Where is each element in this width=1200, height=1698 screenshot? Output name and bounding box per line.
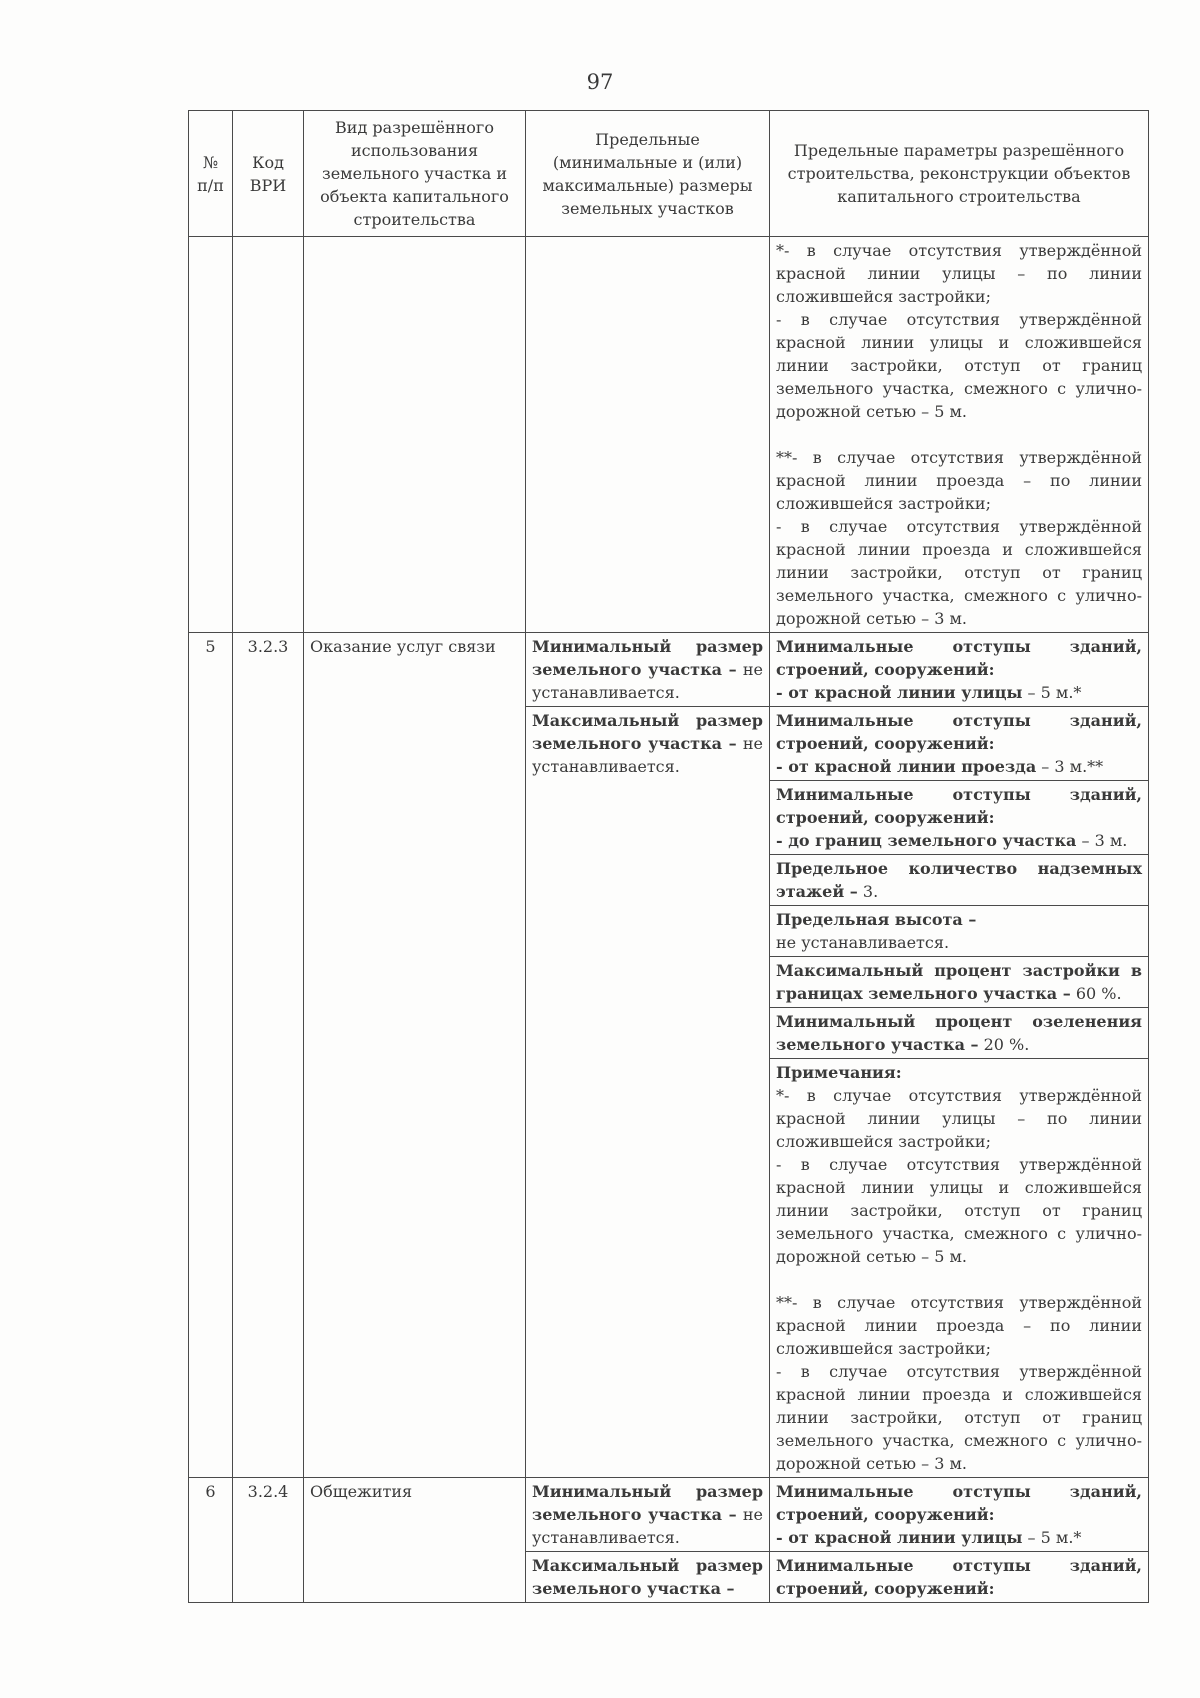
note-street-1: *- в случае отсутствия утверждённой красной линии улицы – по линии сложившейся застройки; xyxy=(776,241,1142,306)
row6-min-size-value: не устанавливается. xyxy=(532,1505,763,1547)
row5-setback-street-sub: - от красной линии улицы xyxy=(776,683,1023,702)
row5-note-street-2: - в случае отсутствия утверждённой красной линии улицы и сложившейся линии застройки, отступ от границ земельного участка, смежного с улично-дорожной сетью – 5 м. xyxy=(776,1155,1142,1266)
row6-setback-street-label: Минимальные отступы зданий, строений, сооружений: xyxy=(776,1482,1142,1524)
row5-max-size-value: не устанавливается. xyxy=(532,734,763,776)
note-passage-2: - в случае отсутствия утверждённой красной линии проезда и сложившейся линии застройки, отступ от границ земельного участка, смежного с улично-дорожной сетью – 3 м. xyxy=(776,517,1142,628)
row5-greenery-value: 20 %. xyxy=(983,1035,1030,1054)
cont-use xyxy=(304,237,526,633)
cont-params xyxy=(770,237,1149,633)
row5-params xyxy=(770,633,1149,1478)
row5-setback-street-value: – 5 м.* xyxy=(1027,683,1082,702)
note-street-2: - в случае отсутствия утверждённой красной линии улицы и сложившейся линии застройки, отступ от границ земельного участка, смежного с улично-дорожной сетью – 5 м. xyxy=(776,310,1142,421)
note-passage-1: **- в случае отсутствия утверждённой красной линии проезда – по линии сложившейся застройки; xyxy=(776,448,1142,513)
row5-num: 5 xyxy=(189,633,233,1478)
row5-max-size-label: Максимальный размер земельного участка – xyxy=(532,711,763,753)
row5-code: 3.2.3 xyxy=(233,633,304,1478)
header-sizes: Предельные (минимальные и (или) максимальные) размеры земельных участков xyxy=(526,111,770,237)
cont-code xyxy=(233,237,304,633)
row5-note-passage-1: **- в случае отсутствия утверждённой красной линии проезда – по линии сложившейся застройки; xyxy=(776,1293,1142,1358)
table-header-row xyxy=(189,111,1149,237)
row6-use: Общежития xyxy=(304,1478,526,1603)
row5-setback-passage-label: Минимальные отступы зданий, строений, сооружений: xyxy=(776,711,1142,753)
row5-setback-border-label: Минимальные отступы зданий, строений, сооружений: xyxy=(776,785,1142,827)
row5-height-label: Предельная высота – xyxy=(776,910,977,929)
header-num: № п/п xyxy=(189,111,233,237)
table-row-6 xyxy=(189,1478,1149,1603)
header-code: Код ВРИ xyxy=(233,111,304,237)
row5-use: Оказание услуг связи xyxy=(304,633,526,1478)
row5-height-value: не устанавливается. xyxy=(776,933,950,952)
row6-setback-street-sub: - от красной линии улицы xyxy=(776,1528,1023,1547)
row6-sizes xyxy=(526,1478,770,1603)
cont-sizes xyxy=(526,237,770,633)
header-use: Вид разрешённого использования земельного участка и объекта капитального строительства xyxy=(304,111,526,237)
row5-notes-title: Примечания: xyxy=(776,1063,902,1082)
cont-num xyxy=(189,237,233,633)
table-row-continuation xyxy=(189,237,1149,633)
row5-min-size-label: Минимальный размер земельного участка – xyxy=(532,637,763,679)
row6-setback-street-value: – 5 м.* xyxy=(1027,1528,1082,1547)
row5-setback-border-value: – 3 м. xyxy=(1081,831,1128,850)
row5-floors-value: 3. xyxy=(862,882,879,901)
page-number: 97 xyxy=(586,70,614,94)
row6-max-size-label: Максимальный размер земельного участка – xyxy=(532,1556,763,1598)
row5-setback-border-sub: - до границ земельного участка xyxy=(776,831,1077,850)
row5-coverage-label: Максимальный процент застройки в границах земельного участка – xyxy=(776,961,1142,1003)
row6-params xyxy=(770,1478,1149,1603)
row6-code: 3.2.4 xyxy=(233,1478,304,1603)
row5-floors-label: Предельное количество надземных этажей – xyxy=(776,859,1142,901)
row5-setback-passage-sub: - от красной линии проезда xyxy=(776,757,1037,776)
row5-coverage-value: 60 %. xyxy=(1075,984,1122,1003)
row5-note-passage-2: - в случае отсутствия утверждённой красной линии проезда и сложившейся линии застройки, отступ от границ земельного участка, смежного с улично-дорожной сетью – 3 м. xyxy=(776,1362,1142,1473)
row5-sizes xyxy=(526,633,770,1478)
row5-note-street-1: *- в случае отсутствия утверждённой красной линии улицы – по линии сложившейся застройки; xyxy=(776,1086,1142,1151)
row5-setback-passage-value: – 3 м.** xyxy=(1041,757,1104,776)
table-row-5 xyxy=(189,633,1149,1478)
row5-setback-street-label: Минимальные отступы зданий, строений, сооружений: xyxy=(776,637,1142,679)
regulations-table xyxy=(188,110,1149,1603)
row6-num: 6 xyxy=(189,1478,233,1603)
row6-min-size-label: Минимальный размер земельного участка – xyxy=(532,1482,763,1524)
header-params: Предельные параметры разрешённого строительства, реконструкции объектов капитального строительства xyxy=(770,111,1149,237)
row6-setback-passage-label: Минимальные отступы зданий, строений, сооружений: xyxy=(776,1556,1142,1598)
row5-min-size-value: не устанавливается. xyxy=(532,660,763,702)
row5-greenery-label: Минимальный процент озеленения земельного участка – xyxy=(776,1012,1142,1054)
